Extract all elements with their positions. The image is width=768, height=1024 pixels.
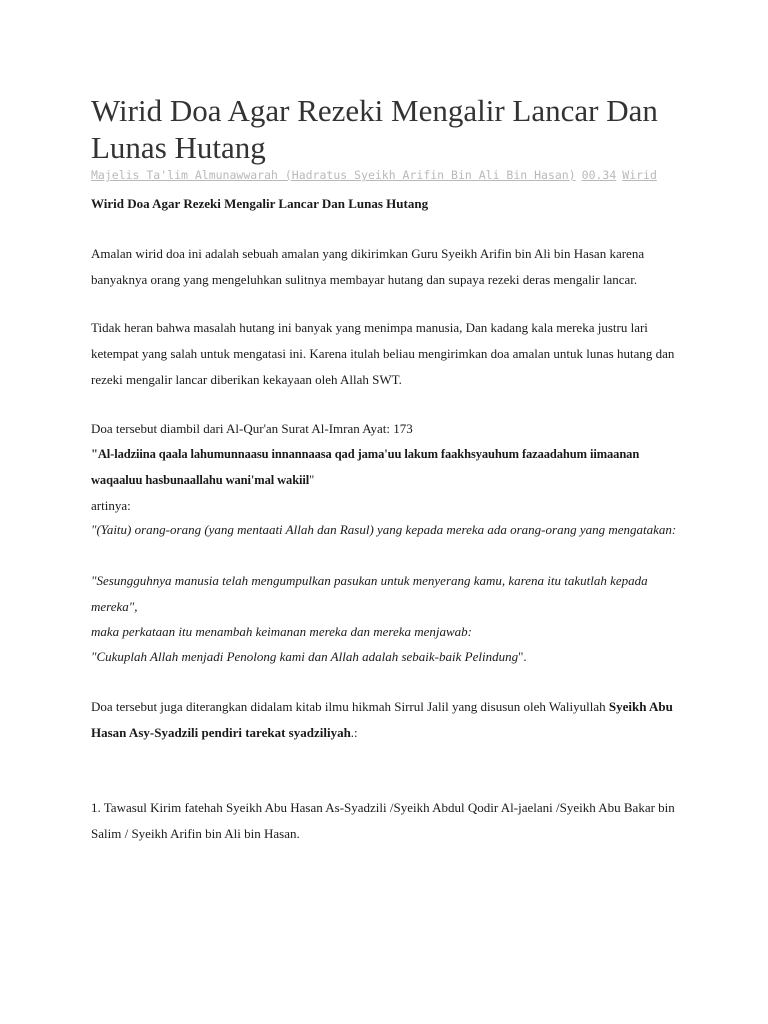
paragraph-intro: Amalan wirid doa ini adalah sebuah amalan yang dikirimkan Guru Syeikh Arifin bin Ali bin Hasan karena banyaknya orang yang mengeluhkan sulitnya membayar hutang dan supaya rezeki deras mengalir lancar.	[91, 246, 645, 287]
translation-1: "(Yaitu) orang-orang (yang mentaati Allah dan Rasul) yang kepada mereka ada orang-orang yang mengatakan:	[91, 522, 677, 537]
translation-4: "Cukuplah Allah menjadi Penolong kami dan Allah adalah sebaik-baik Pelindung".	[91, 649, 527, 664]
paragraph-context: Tidak heran bahwa masalah hutang ini banyak yang menimpa manusia, Dan kadang kala mereka justru lari ketempat yang salah untuk mengatasi ini. Karena itulah beliau mengirimkan doa amalan untuk lunas hutang dan rezeki mengalir lancar diberikan kekayaan oleh Allah SWT.	[91, 320, 675, 387]
post-time-link[interactable]: 00.34	[581, 168, 617, 182]
list-item: 1. Tawasul Kirim fatehah Syeikh Abu Hasan As-Syadzili /Syeikh Abdul Qodir Al-jaelani /Syeikh Abu Bakar bin Salim / Syeikh Arifin bin Ali bin Hasan.	[91, 800, 675, 841]
author-name: Syeikh Abu Hasan Asy-Syadzili pendiri tarekat syadziliyah	[91, 699, 673, 740]
translation-2: "Sesungguhnya manusia telah mengumpulkan pasukan untuk menyerang kamu, karena itu takutlah kepada mereka",	[91, 573, 648, 614]
artinya-label: artinya:	[91, 498, 131, 513]
source-line: Doa tersebut diambil dari Al-Qur'an Surat Al-Imran Ayat: 173	[91, 421, 413, 436]
article-heading: Wirid Doa Agar Rezeki Mengalir Lancar Dan Lunas Hutang	[91, 196, 429, 211]
doa-quote	[91, 441, 691, 493]
label-link[interactable]: Wirid	[622, 168, 657, 182]
doa-line-1: "Al-ladziina qaala lahumunnaasu innannaasa qad jama'uu lakum faakhsyauhum fazaadahum iimaanan	[91, 447, 640, 461]
author-link[interactable]: Majelis Ta'lim Almunawwarah (Hadratus Syeikh Arifin Bin Ali Bin Hasan)	[91, 168, 576, 182]
doa-line-2: waqaaluu hasbunaallahu wani'mal wakiil"	[91, 473, 315, 487]
post-meta	[91, 168, 691, 182]
translation-3: maka perkataan itu menambah keimanan mereka dan mereka menjawab:	[91, 624, 472, 639]
paragraph-kitab: Doa tersebut juga diterangkan didalam kitab ilmu hikmah Sirrul Jalil yang disusun oleh Waliyullah Syeikh Abu Hasan Asy-Syadzili pendiri tarekat syadziliyah.:	[91, 699, 673, 740]
article-title: Wirid Doa Agar Rezeki Mengalir Lancar Dan Lunas Hutang	[91, 93, 658, 165]
